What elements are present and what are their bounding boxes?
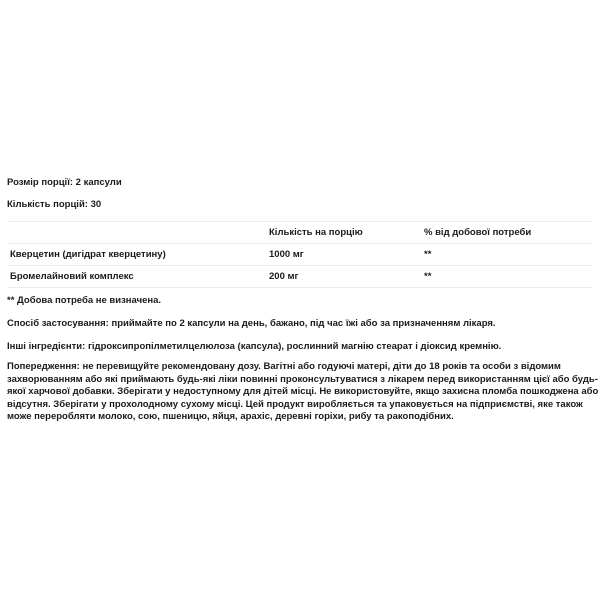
warning-line: захворюванням або які приймають будь-які ліки повинні проконсультуватися з лікарем перед використанням цієї або будь- (7, 373, 598, 385)
ingredient-daily-value: ** (421, 266, 593, 288)
ingredient-name: Кверцетин (дигідрат кверцетину) (7, 244, 266, 266)
other-ingredients: Інші інгредієнти: гідроксипропілметилцелюлоза (капсула), рослинний магнію стеарат і діоксид кремнію. (7, 341, 502, 352)
servings-count: Кількість порцій: 30 (7, 199, 102, 210)
ingredient-daily-value: ** (421, 244, 593, 266)
usage-instructions: Спосіб застосування: приймайте по 2 капсули на день, бажано, під час їжі або за призначенням лікаря. (7, 318, 496, 329)
table-header-row (7, 222, 593, 244)
warning-text (7, 361, 599, 424)
daily-value-note: ** Добова потреба не визначена. (7, 295, 162, 306)
ingredient-amount: 200 мг (266, 266, 421, 288)
warning-line: Попередження: не перевищуйте рекомендовану дозу. Вагітні або годуючі матері, діти до 18 років та особи з відомим (7, 361, 561, 372)
header-daily-value: % від добової потреби (421, 222, 593, 244)
warning-line: відсутня. Зберігати у прохолодному сухому місці. Цей продукт виробляється та упаковується на підприємстві, яке також (7, 398, 583, 410)
ingredient-name: Бромелайновий комплекс (7, 266, 266, 288)
warning-line: якої харчової добавки. Зберігати у недоступному для дітей місці. Не використовуйте, якщо захисна пломба пошкоджена або (7, 386, 599, 398)
ingredient-amount: 1000 мг (266, 244, 421, 266)
header-ingredient (7, 222, 266, 244)
table-row (7, 266, 593, 288)
header-amount: Кількість на порцію (266, 222, 421, 244)
table-row (7, 244, 593, 266)
warning-line: може переробляти молоко, сою, пшеницю, яйця, арахіс, деревні горіхи, рибу та ракоподібних. (7, 411, 454, 423)
nutrition-table (7, 221, 593, 288)
serving-size: Розмір порції: 2 капсули (7, 177, 122, 188)
